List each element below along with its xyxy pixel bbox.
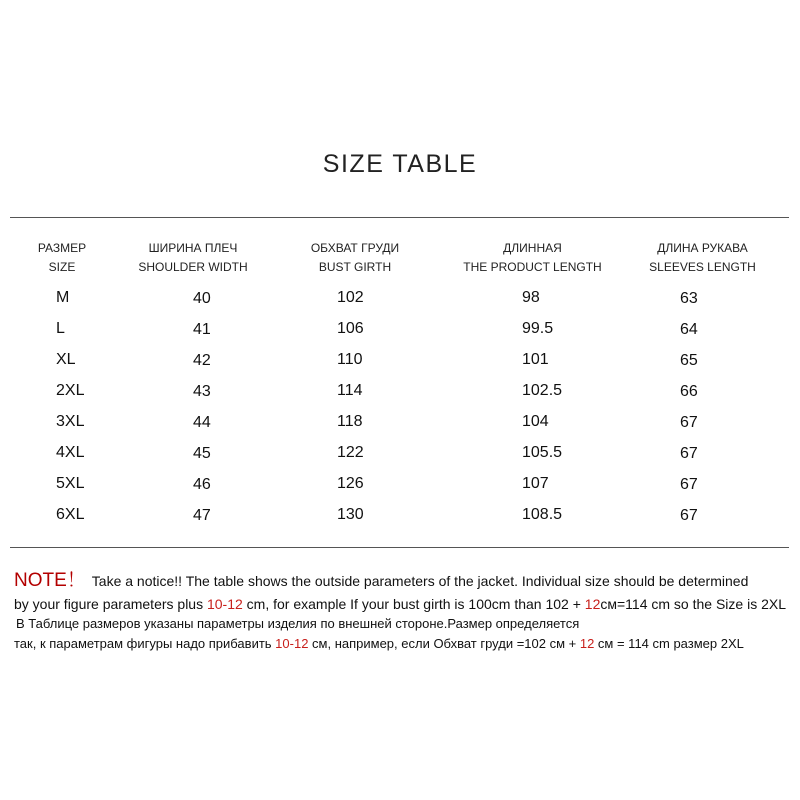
page-title: SIZE TABLE [322, 150, 478, 178]
note-line-1-text: Take a notice!! The table shows the outside parameters of the jacket. Individual size should be determined [91, 573, 749, 589]
note-label: NOTE！ [14, 570, 86, 591]
cell-bust-girth: 122 [337, 444, 364, 461]
header-size [22, 239, 102, 277]
note-line-3: В Таблице размеров указаны параметры изделия по внешней стороне.Размер определяется [16, 616, 580, 631]
cell-bust-girth: 102 [337, 289, 364, 306]
cell-sleeves-length: 67 [680, 507, 698, 524]
cell-sleeves-length: 67 [680, 476, 698, 493]
cell-shoulder-width: 42 [193, 352, 211, 369]
table-bottom-divider [10, 547, 789, 548]
cell-product-length: 99.5 [522, 320, 554, 337]
header-sleeves-length-en: SLEEVES LENGTH [649, 260, 756, 274]
cell-bust-girth: 106 [337, 320, 364, 337]
cell-shoulder-width: 43 [193, 383, 211, 400]
cell-size: 5XL [56, 475, 85, 492]
header-sleeves-length-ru: ДЛИНА РУКАВА [657, 241, 748, 255]
header-size-en: SIZE [48, 260, 76, 274]
cell-bust-girth: 118 [337, 413, 363, 430]
header-bust-girth-en: BUST GIRTH [318, 260, 392, 274]
cell-size: 2XL [56, 382, 85, 399]
note-highlight-allowance: 12 [584, 596, 601, 612]
cell-product-length: 104 [522, 413, 549, 430]
header-sleeves-length [630, 239, 775, 277]
cell-size: 4XL [56, 444, 85, 461]
cell-shoulder-width: 40 [193, 290, 211, 307]
cell-product-length: 107 [522, 475, 549, 492]
cell-bust-girth: 126 [337, 475, 364, 492]
cell-sleeves-length: 65 [680, 352, 698, 369]
cell-sleeves-length: 66 [680, 383, 698, 400]
cell-product-length: 101 [522, 351, 549, 368]
note-ru-highlight-range: 10-12 [275, 636, 309, 651]
note-line-4-text-c: см, например, если Обхват груди =102 см + [308, 636, 580, 651]
cell-size: L [56, 320, 65, 337]
note-line-2 [14, 594, 794, 614]
cell-bust-girth: 110 [337, 351, 363, 368]
header-product-length-ru: ДЛИННАЯ [503, 241, 562, 255]
note-block [14, 568, 794, 654]
note-ru-highlight-allowance: 12 [579, 636, 595, 651]
cell-sleeves-length: 67 [680, 445, 698, 462]
header-product-length-en: THE PRODUCT LENGTH [463, 260, 602, 274]
header-bust-girth [285, 239, 425, 277]
note-line-4-text-a: так, к параметрам фигуры надо прибавить [14, 636, 276, 651]
header-shoulder-width-en: SHOULDER WIDTH [138, 260, 248, 274]
header-bust-girth-ru: ОБХВАТ ГРУДИ [310, 241, 400, 255]
cell-size: XL [56, 351, 76, 368]
cell-size: M [56, 289, 70, 306]
cell-size: 6XL [56, 506, 85, 523]
cell-product-length: 98 [522, 289, 540, 306]
cell-sleeves-length: 67 [680, 414, 698, 431]
note-highlight-range: 10-12 [206, 596, 243, 612]
cell-shoulder-width: 46 [193, 476, 211, 493]
note-line-4-text-e: см = 114 cm размер 2XL [594, 636, 744, 651]
cell-product-length: 102.5 [522, 382, 563, 399]
cell-shoulder-width: 44 [193, 414, 211, 431]
note-line-1 [14, 568, 794, 594]
cell-shoulder-width: 47 [193, 507, 211, 524]
header-shoulder-width-ru: ШИРИНА ПЛЕЧ [148, 241, 238, 255]
cell-sleeves-length: 64 [680, 321, 698, 338]
header-product-length [450, 239, 615, 277]
cell-size: 3XL [56, 413, 85, 430]
note-line-2-text-a: by your figure parameters plus [14, 596, 207, 612]
table-top-divider [10, 217, 789, 218]
cell-bust-girth: 114 [337, 382, 363, 399]
note-line-2-text-e: см=114 cm so the Size is 2XL [600, 596, 786, 612]
cell-shoulder-width: 41 [193, 321, 211, 338]
cell-shoulder-width: 45 [193, 445, 211, 462]
cell-product-length: 108.5 [522, 506, 563, 523]
cell-product-length: 105.5 [522, 444, 563, 461]
header-size-ru: РАЗМЕР [37, 241, 87, 255]
note-line-4 [14, 634, 794, 654]
cell-bust-girth: 130 [337, 506, 364, 523]
note-line-2-text-c: cm, for example If your bust girth is 100cm than 102 + [242, 596, 585, 612]
header-shoulder-width [123, 239, 263, 277]
cell-sleeves-length: 63 [680, 290, 698, 307]
